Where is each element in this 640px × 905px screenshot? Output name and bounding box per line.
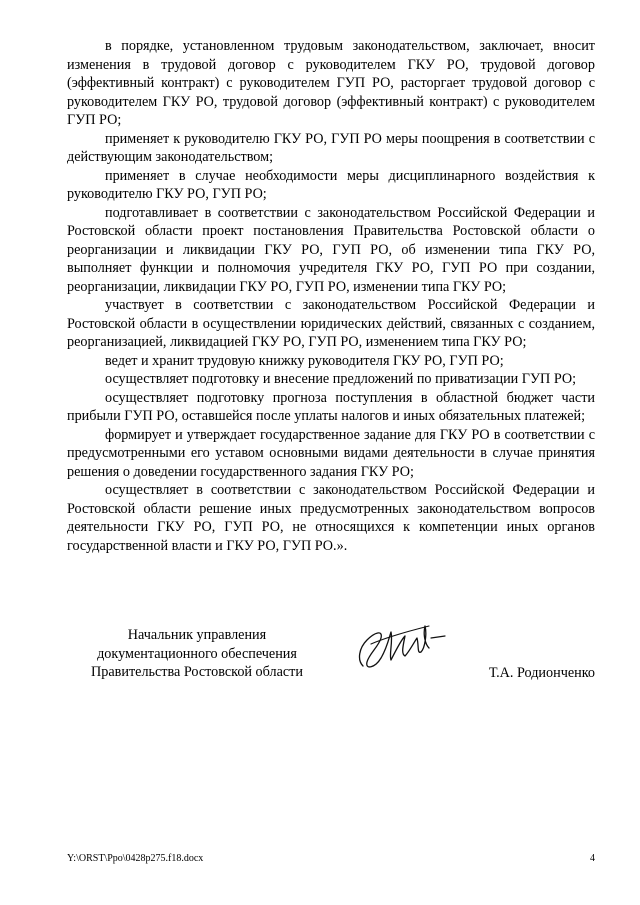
- document-body: [67, 37, 595, 555]
- paragraph: осуществляет подготовку прогноза поступления в областной бюджет части прибыли ГУП РО, оставшейся после уплаты налогов и иных обязательных платежей;: [67, 389, 595, 424]
- paragraph: осуществляет подготовку и внесение предложений по приватизации ГУП РО;: [105, 371, 577, 387]
- position-line: Правительства Ростовской области: [91, 664, 303, 680]
- page-number: 4: [590, 853, 595, 864]
- paragraph: в порядке, установленном трудовым законодательством, заключает, вносит изменения в трудовой договор с руководителем ГКУ РО, трудовой договор (эффективный контракт) с руководителем ГУП РО, расторгает трудовой договор с руководителем ГКУ РО, трудовой договор (эффективный контракт) с руководителем ГУП РО;: [67, 38, 595, 128]
- paragraph: участвует в соответствии с законодательством Российской Федерации и Ростовской области в осуществлении юридических действий, связанных с созданием, реорганизацией, ликвидацией ГКУ РО, ГУП РО, изменением типа ГКУ РО;: [67, 297, 595, 350]
- paragraph: осуществляет в соответствии с законодательством Российской Федерации и Ростовской области решение иных предусмотренных законодательством вопросов деятельности ГКУ РО, ГУП РО, не относящихся к компетенции иных органов государственной власти и ГКУ РО, ГУП РО.».: [67, 482, 595, 554]
- signature-block: [0, 626, 640, 686]
- file-path: Y:\ORST\Ppo\0428p275.f18.docx: [67, 853, 204, 864]
- signer-name: Т.А. Родионченко: [488, 665, 595, 681]
- paragraph: применяет в случае необходимости меры дисциплинарного воздействия к руководителю ГКУ РО, ГУП РО;: [67, 167, 595, 202]
- signer-position: [67, 626, 327, 682]
- paragraph: применяет к руководителю ГКУ РО, ГУП РО меры поощрения в соответствии с действующим законодательством;: [67, 130, 595, 165]
- paragraph: ведет и хранит трудовую книжку руководителя ГКУ РО, ГУП РО;: [105, 352, 504, 369]
- paragraph: подготавливает в соответствии с законодательством Российской Федерации и Ростовской области проект постановления Правительства Ростовской области о реорганизации и ликвидации ГКУ РО, ГУП РО, об изменении типа ГКУ РО, выполняет функции и полномочия учредителя ГКУ РО, ГУП РО при создании, реорганизации, ликвидации ГКУ РО, ГУП РО, изменении типа ГКУ РО;: [67, 204, 595, 295]
- position-line: Начальник управления: [127, 627, 267, 643]
- position-line: документационного обеспечения: [97, 645, 297, 662]
- paragraph: формирует и утверждает государственное задание для ГКУ РО в соответствии с предусмотренными его уставом основными видами деятельности в случае принятия решения о доведении государственного задания ГКУ РО;: [67, 426, 595, 480]
- handwritten-signature: [345, 608, 455, 678]
